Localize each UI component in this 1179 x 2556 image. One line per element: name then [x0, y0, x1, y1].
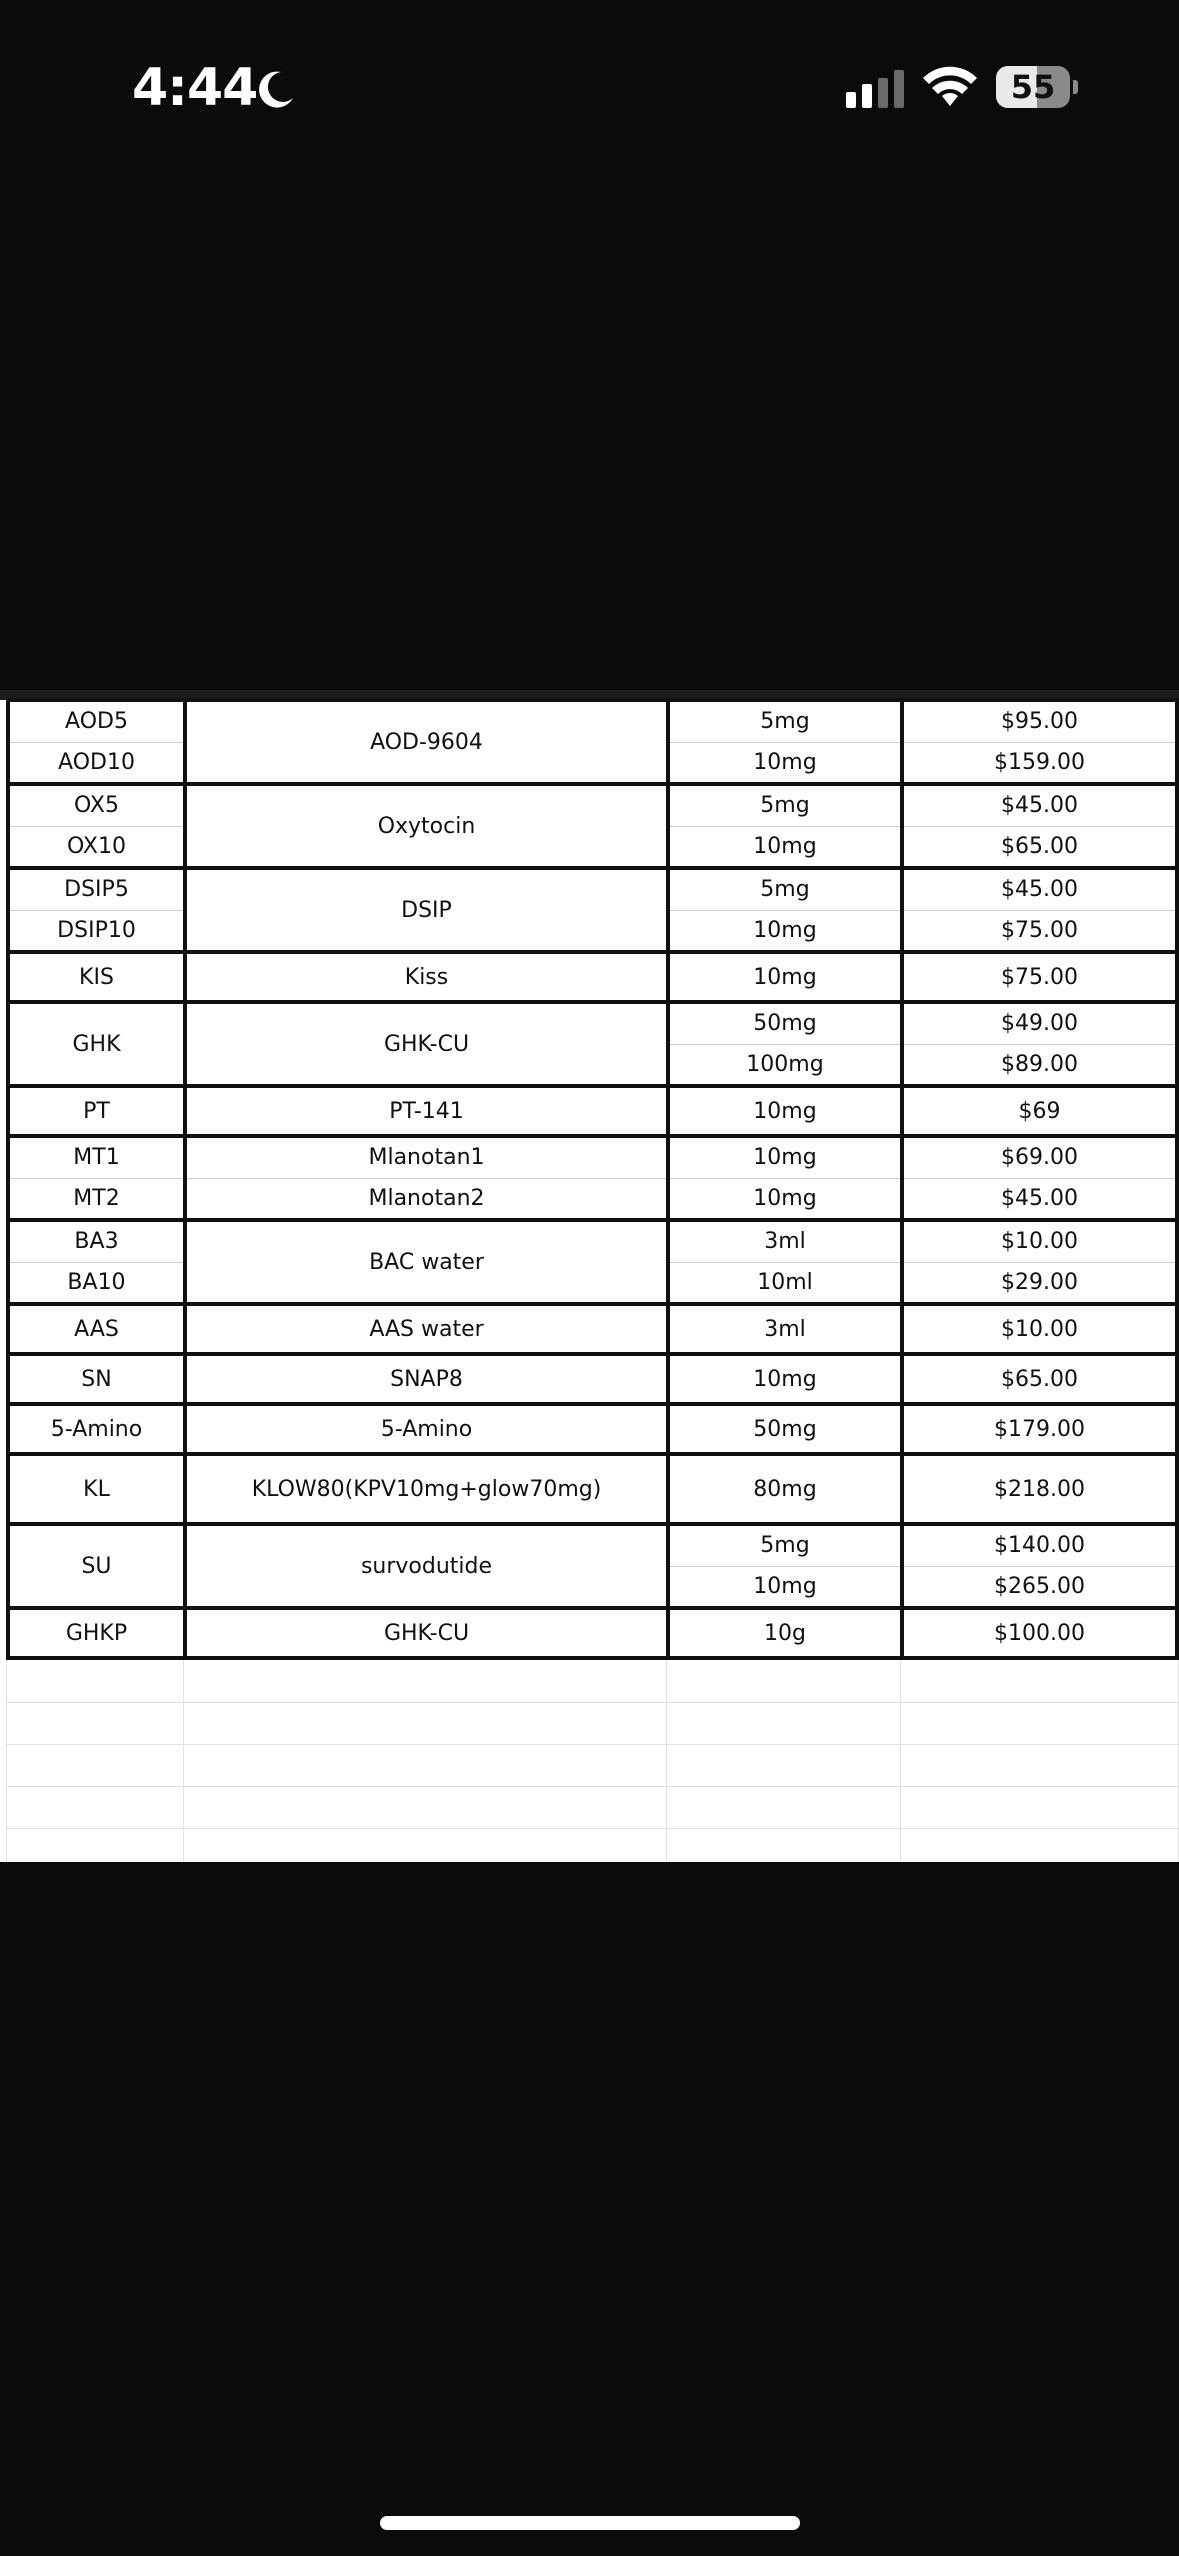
size-cell: 10mg: [668, 1136, 902, 1178]
product-code-cell: BA3: [8, 1220, 185, 1262]
price-cell: $65.00: [902, 826, 1177, 868]
product-name-cell: DSIP: [185, 868, 668, 952]
size-cell: 3ml: [668, 1220, 902, 1262]
product-name-cell: Kiss: [185, 952, 668, 1002]
wifi-icon: [922, 66, 978, 110]
grid-line: [6, 1828, 1179, 1829]
table-row: [8, 1354, 1177, 1404]
spreadsheet-image: [0, 690, 1179, 1862]
size-cell: 10ml: [668, 1262, 902, 1304]
grid-line: [6, 1660, 7, 1862]
size-cell: 3ml: [668, 1304, 902, 1354]
product-code-cell: KL: [8, 1454, 185, 1524]
table-row: [8, 1136, 1177, 1178]
product-name-cell: Mlanotan2: [185, 1178, 668, 1220]
product-name-cell: 5-Amino: [185, 1404, 668, 1454]
table-row: [8, 700, 1177, 742]
product-code-cell: OX10: [8, 826, 185, 868]
table-row: [8, 1524, 1177, 1566]
product-code-cell: SU: [8, 1524, 185, 1608]
size-cell: 5mg: [668, 1524, 902, 1566]
size-cell: 10mg: [668, 826, 902, 868]
size-cell: 10mg: [668, 952, 902, 1002]
price-cell: $45.00: [902, 784, 1177, 826]
battery-indicator: [996, 66, 1070, 108]
price-cell: $218.00: [902, 1454, 1177, 1524]
table-row: [8, 1404, 1177, 1454]
product-name-cell: AAS water: [185, 1304, 668, 1354]
price-cell: $65.00: [902, 1354, 1177, 1404]
price-cell: $49.00: [902, 1002, 1177, 1044]
table-row: [8, 1002, 1177, 1044]
battery-nub: [1073, 80, 1078, 94]
product-name-cell: PT-141: [185, 1086, 668, 1136]
grid-line: [6, 1702, 1179, 1703]
table-row: [8, 1086, 1177, 1136]
product-name-cell: survodutide: [185, 1524, 668, 1608]
price-cell: $89.00: [902, 1044, 1177, 1086]
grid-line: [666, 1660, 667, 1862]
price-cell: $75.00: [902, 910, 1177, 952]
size-cell: 80mg: [668, 1454, 902, 1524]
size-cell: 10g: [668, 1608, 902, 1658]
size-cell: 50mg: [668, 1002, 902, 1044]
table-row: [8, 1304, 1177, 1354]
product-code-cell: MT1: [8, 1136, 185, 1178]
home-indicator[interactable]: [380, 2516, 800, 2530]
product-name-cell: BAC water: [185, 1220, 668, 1304]
product-code-cell: GHK: [8, 1002, 185, 1086]
price-cell: $69.00: [902, 1136, 1177, 1178]
product-name-cell: Mlanotan1: [185, 1136, 668, 1178]
size-cell: 5mg: [668, 700, 902, 742]
table-row: [8, 784, 1177, 826]
price-cell: $10.00: [902, 1304, 1177, 1354]
price-cell: $95.00: [902, 700, 1177, 742]
battery-level: 55: [1010, 68, 1056, 106]
product-name-cell: Oxytocin: [185, 784, 668, 868]
product-code-cell: SN: [8, 1354, 185, 1404]
price-cell: $179.00: [902, 1404, 1177, 1454]
size-cell: 5mg: [668, 868, 902, 910]
product-code-cell: OX5: [8, 784, 185, 826]
product-name-cell: GHK-CU: [185, 1608, 668, 1658]
size-cell: 10mg: [668, 910, 902, 952]
price-cell: $29.00: [902, 1262, 1177, 1304]
size-cell: 5mg: [668, 784, 902, 826]
product-code-cell: AOD5: [8, 700, 185, 742]
price-table: [6, 698, 1179, 1660]
size-cell: 10mg: [668, 1354, 902, 1404]
grid-line: [6, 1744, 1179, 1745]
table-row: [8, 1220, 1177, 1262]
product-code-cell: DSIP5: [8, 868, 185, 910]
grid-line: [183, 1660, 184, 1862]
table-row: [8, 1178, 1177, 1220]
product-name-cell: GHK-CU: [185, 1002, 668, 1086]
product-code-cell: AAS: [8, 1304, 185, 1354]
size-cell: 10mg: [668, 742, 902, 784]
price-cell: $100.00: [902, 1608, 1177, 1658]
table-row: [8, 1454, 1177, 1524]
product-code-cell: DSIP10: [8, 910, 185, 952]
product-code-cell: MT2: [8, 1178, 185, 1220]
size-cell: 10mg: [668, 1566, 902, 1608]
price-cell: $69: [902, 1086, 1177, 1136]
price-cell: $45.00: [902, 868, 1177, 910]
grid-line: [6, 1786, 1179, 1787]
table-row: [8, 868, 1177, 910]
cellular-signal-icon: [844, 70, 908, 110]
price-cell: $159.00: [902, 742, 1177, 784]
moon-icon: [255, 68, 297, 110]
status-time: 4:44: [132, 58, 258, 118]
table-row: [8, 952, 1177, 1002]
product-code-cell: AOD10: [8, 742, 185, 784]
product-name-cell: KLOW80(KPV10mg+glow70mg): [185, 1454, 668, 1524]
price-cell: $75.00: [902, 952, 1177, 1002]
product-code-cell: 5-Amino: [8, 1404, 185, 1454]
product-name-cell: AOD-9604: [185, 700, 668, 784]
product-name-cell: SNAP8: [185, 1354, 668, 1404]
price-cell: $140.00: [902, 1524, 1177, 1566]
size-cell: 50mg: [668, 1404, 902, 1454]
size-cell: 10mg: [668, 1086, 902, 1136]
grid-line: [900, 1660, 901, 1862]
price-cell: $45.00: [902, 1178, 1177, 1220]
price-cell: $265.00: [902, 1566, 1177, 1608]
product-code-cell: PT: [8, 1086, 185, 1136]
table-row: [8, 1608, 1177, 1658]
size-cell: 100mg: [668, 1044, 902, 1086]
product-code-cell: BA10: [8, 1262, 185, 1304]
product-code-cell: KIS: [8, 952, 185, 1002]
size-cell: 10mg: [668, 1178, 902, 1220]
product-code-cell: GHKP: [8, 1608, 185, 1658]
price-cell: $10.00: [902, 1220, 1177, 1262]
